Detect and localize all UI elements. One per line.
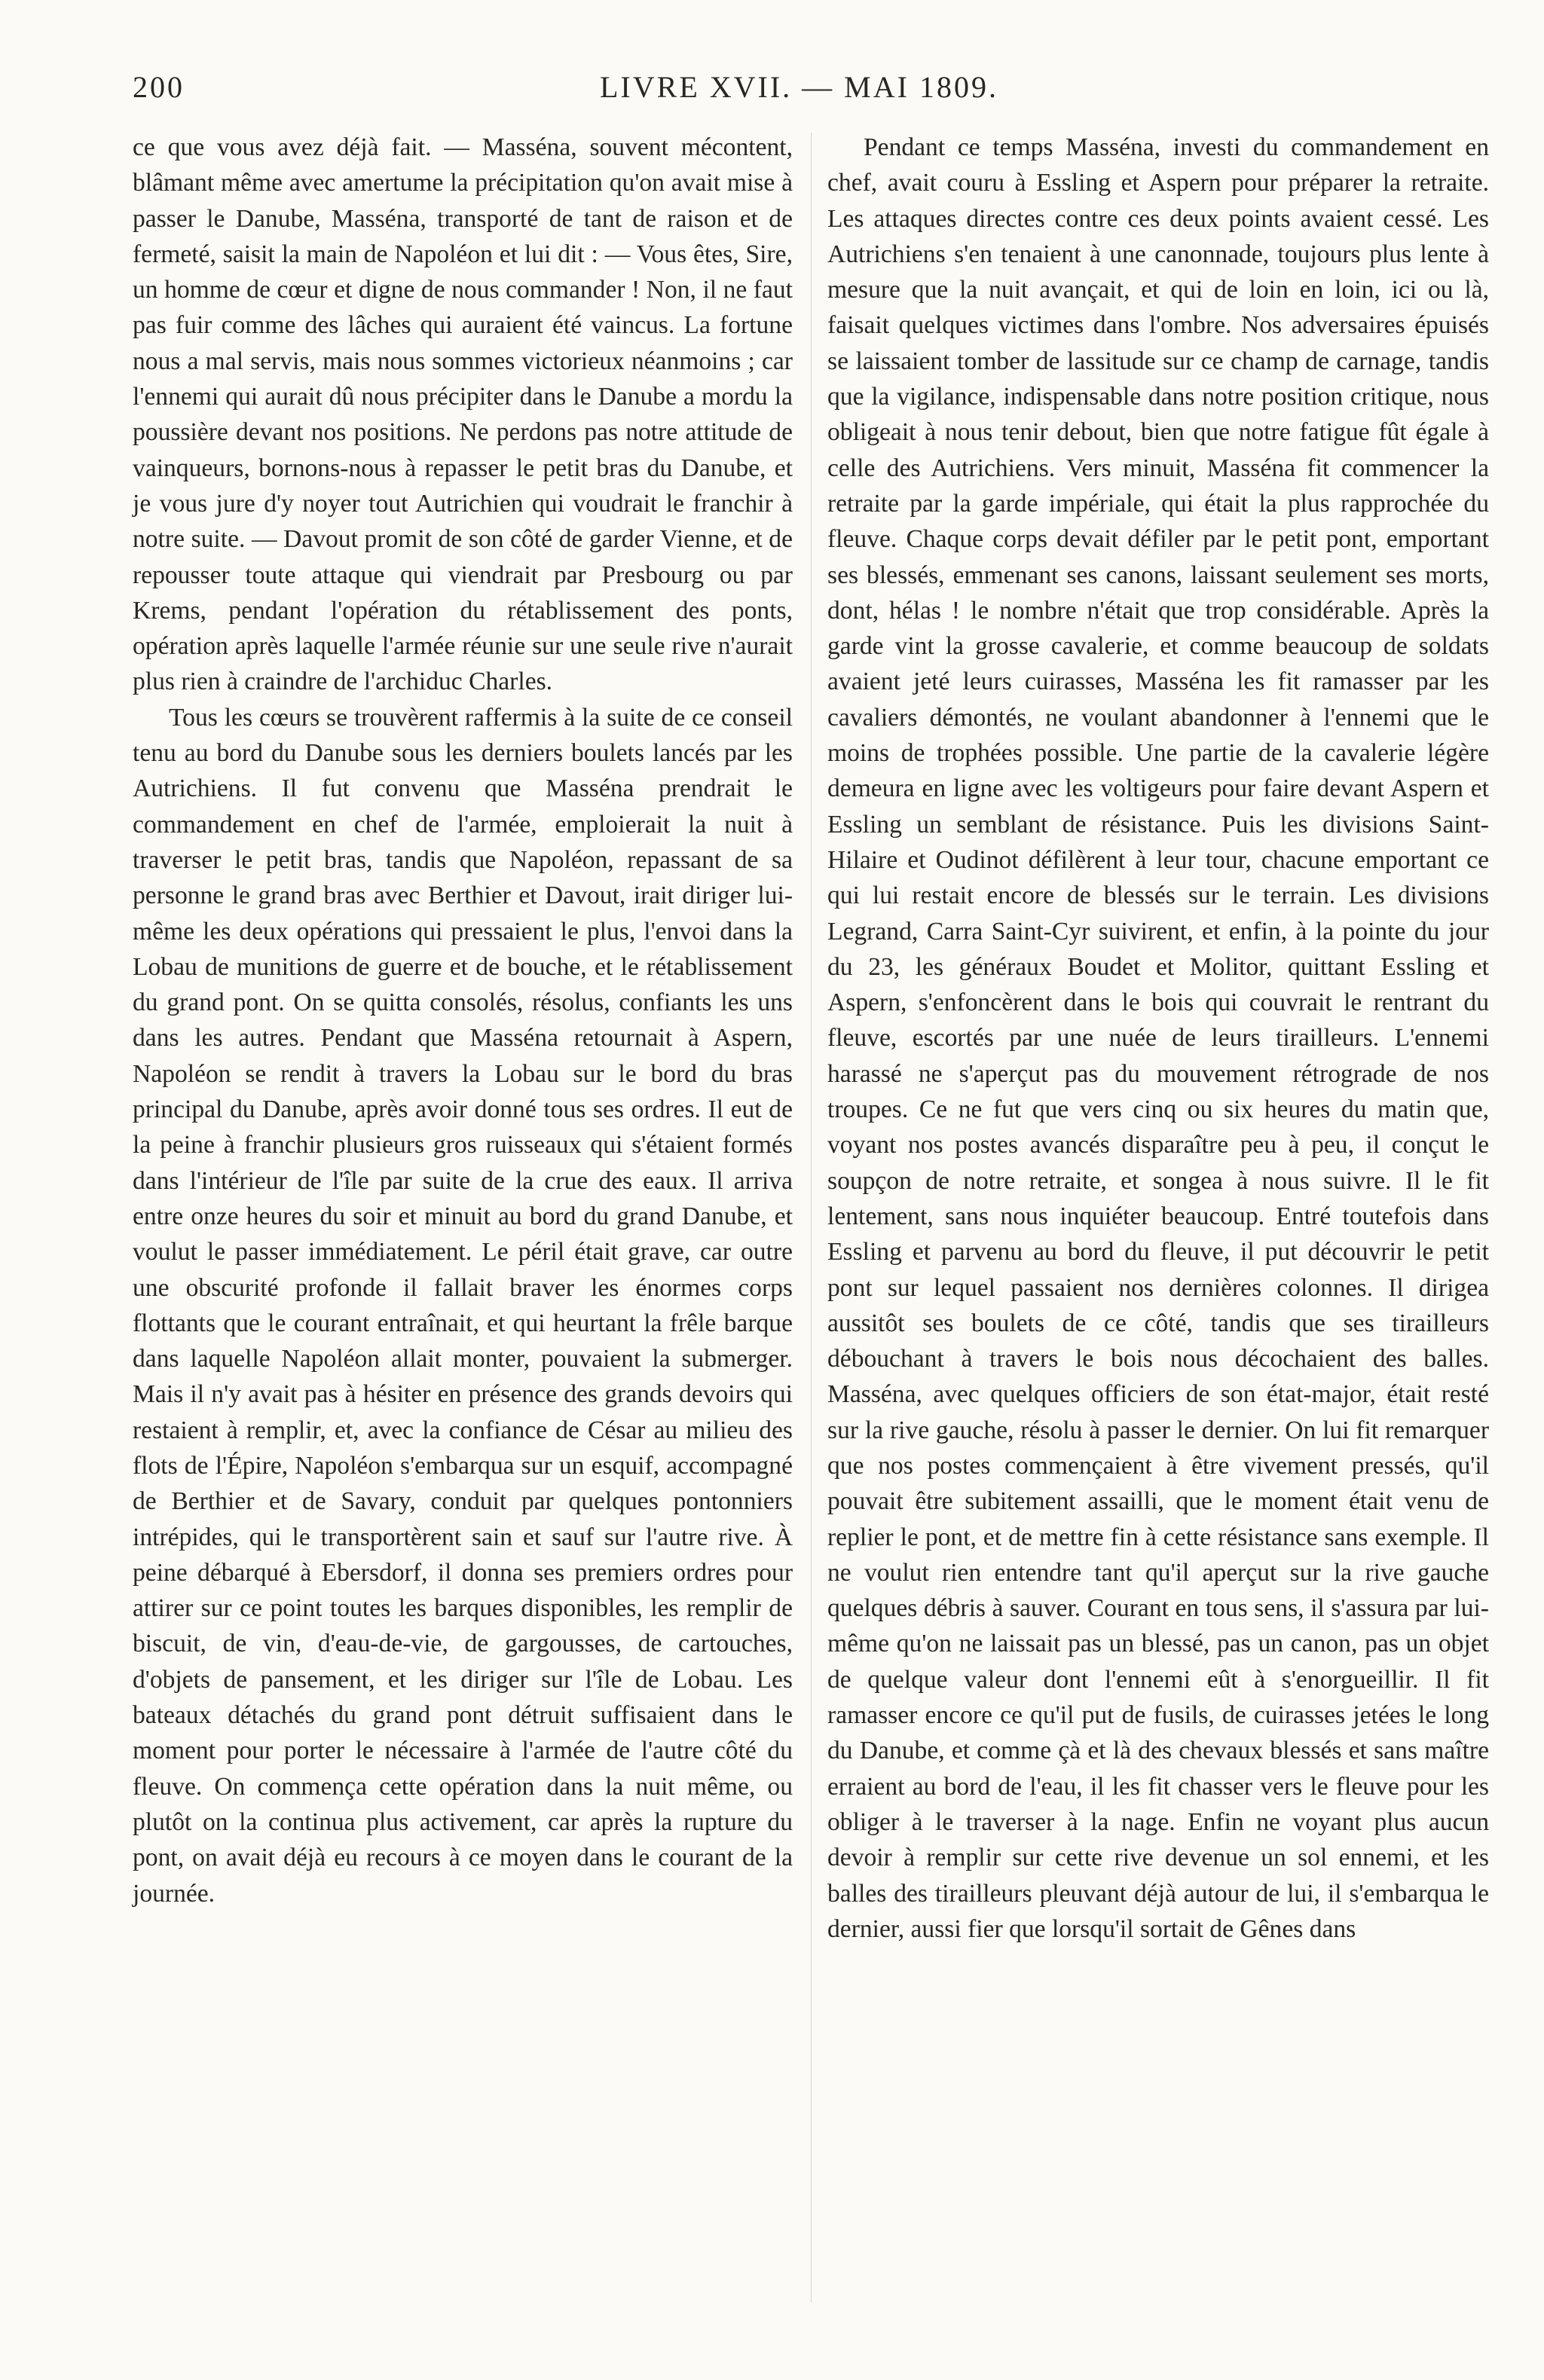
right-paragraph-1: Pendant ce temps Masséna, investi du commandement en chef, avait couru à Essling et Aspern pour préparer la retraite. Les attaques directes contre ces deux points avaient cessé. Les Autrichiens s'en tenaient à une canonnade, toujours plus lente à mesure que la nuit avançait, et qui de loin en loin, ici ou là, faisait quelques victimes dans l'ombre. Nos adversaires épuisés se laissaient tomber de lassitude sur ce champ de carnage, tandis que la vigilance, indispensable dans notre position critique, nous obligeait à nous tenir debout, bien que notre fatigue fût égale à celle des Autrichiens. Vers minuit, Masséna fit commencer la retraite par la garde impériale, qui était la plus rapprochée du fleuve. Chaque corps devait défiler par le petit pont, emportant ses blessés, emmenant ses canons, laissant seulement ses morts, dont, hélas ! le nombre n'était que trop considérable. Après la garde vint la grosse cavalerie, et comme beaucoup de soldats avaient jeté leurs cuirasses, Masséna les fit ramasser par les cavaliers démontés, ne voulant abandonner à l'ennemi que le moins de trophées possible. Une partie de la cavalerie légère demeura en ligne avec les voltigeurs pour faire devant Aspern et Essling un semblant de résistance. Puis les divisions Saint-Hilaire et Oudinot défilèrent à leur tour, chacune emportant ce qui lui restait encore de blessés sur le terrain. Les divisions Legrand, Carra Saint-Cyr suivirent, et enfin, à la pointe du jour du 23, les généraux Boudet et Molitor, quittant Essling et Aspern, s'enfoncèrent dans le bois qui couvrait le rentrant du fleuve, escortés par une nuée de leurs tirailleurs. L'ennemi harassé ne s'aperçut pas du mouvement rétrograde de nos troupes. Ce ne fut que vers cinq ou six heures du matin que, voyant nos postes avancés disparaître peu à peu, il conçut le soupçon de notre retraite, et songea à nous suivre. Il le fit lentement, sans nous inquiéter beaucoup. Entré toutefois dans Essling et parvenu au bord du fleuve, il put découvrir le petit pont sur lequel passaient nos dernières colonnes. Il dirigea aussitôt ses boulets de ce côté, tandis que ses tirailleurs débouchant à travers le bois nous décochaient des balles. Masséna, avec quelques officiers de son état-major, était resté sur la rive gauche, résolu à passer le dernier. On lui fit remarquer que nos postes commençaient à être vivement pressés, qu'il pouvait être subitement assailli, que le moment était venu de replier le pont, et de mettre fin à cette résistance sans exemple. Il ne voulut rien entendre tant qu'il aperçut sur la rive gauche quelques débris à sauver. Courant en tous sens, il s'assura par lui-même qu'on ne laissait pas un blessé, pas un canon, pas un objet de quelque valeur dont l'ennemi eût à s'enorgueillir. Il fit ramasser encore ce qu'il put de fusils, de cuirasses jetées le long du Danube, et comme çà et là des chevaux blessés et sans maître erraient au bord de l'eau, il les fit chasser vers le fleuve pour les obliger à le traverser à la nage. Enfin ne voyant plus aucun devoir à remplir sur cette rive devenue un sol ennemi, et les balles des tirailleurs pleuvant déjà autour de lui, il s'embarqua le dernier, aussi fier que lorsqu'il sortait de Gênes dans xyxy=(827,133,1489,1943)
right-column xyxy=(827,130,1489,1947)
left-paragraph-2: Tous les cœurs se trouvèrent raffermis à la suite de ce conseil tenu au bord du Danube sous les derniers boulets lancés par les Autrichiens. Il fut convenu que Masséna prendrait le commandement en chef de l'armée, emploierait la nuit à traverser le petit bras, tandis que Napoléon, repassant de sa personne le grand bras avec Berthier et Davout, irait diriger lui-même les deux opérations qui pressaient le plus, l'envoi dans la Lobau de munitions de guerre et de bouche, et le rétablissement du grand pont. On se quitta consolés, résolus, confiants les uns dans les autres. Pendant que Masséna retournait à Aspern, Napoléon se rendit à travers la Lobau sur le bord du bras principal du Danube, après avoir donné tous ses ordres. Il eut de la peine à franchir plusieurs gros ruisseaux qui s'étaient formés dans l'intérieur de l'île par suite de la crue des eaux. Il arriva entre onze heures du soir et minuit au bord du grand Danube, et voulut le passer immédiatement. Le péril était grave, car outre une obscurité profonde il fallait braver les énormes corps flottants que le courant entraînait, et qui heurtant la frêle barque dans laquelle Napoléon allait monter, pouvaient la submerger. Mais il n'y avait pas à hésiter en présence des grands devoirs qui restaient à remplir, et, avec la confiance de César au milieu des flots de l'Épire, Napoléon s'embarqua sur un esquif, accompagné de Berthier et de Savary, conduit par quelques pontonniers intrépides, qui le transportèrent sain et sauf sur l'autre rive. À peine débarqué à Ebersdorf, il donna ses premiers ordres pour attirer sur ce point toutes les barques disponibles, les remplir de biscuit, de vin, d'eau-de-vie, de gargousses, de cartouches, d'objets de pansement, et les diriger sur l'île de Lobau. Les bateaux détachés du grand pont détruit suffisaient dans le moment pour porter le nécessaire à l'armée de l'autre côté du fleuve. On commença cette opération dans la nuit même, ou plutôt on la continua plus activement, car après la rupture du pont, on avait déjà eu recours à ce moyen dans le courant de la journée. xyxy=(133,703,793,1908)
page-header xyxy=(133,69,1393,115)
column-divider xyxy=(811,133,812,2302)
page-number: 200 xyxy=(133,70,185,104)
left-paragraph-1: ce que vous avez déjà fait. — Masséna, souvent mécontent, blâmant même avec amertume la précipitation qu'on avait mise à passer le Danube, Masséna, transporté de tant de raison et de fermeté, saisit la main de Napoléon et lui dit : — Vous êtes, Sire, un homme de cœur et digne de nous commander ! Non, il ne faut pas fuir comme des lâches qui auraient été vaincus. La fortune nous a mal servis, mais nous sommes victorieux néanmoins ; car l'ennemi qui aurait dû nous précipiter dans le Danube a mordu la poussière devant nos positions. Ne perdons pas notre attitude de vainqueurs, bornons-nous à repasser le petit bras du Danube, et je vous jure d'y noyer tout Autrichien qui voudrait le franchir à notre suite. — Davout promit de son côté de garder Vienne, et de repousser toute attaque qui viendrait par Presbourg ou par Krems, pendant l'opération du rétablissement des ponts, opération après laquelle l'armée réunie sur une seule rive n'aurait plus rien à craindre de l'archiduc Charles. xyxy=(133,133,793,696)
left-column xyxy=(133,130,793,1911)
running-head: LIVRE XVII. — MAI 1809. xyxy=(600,70,998,104)
